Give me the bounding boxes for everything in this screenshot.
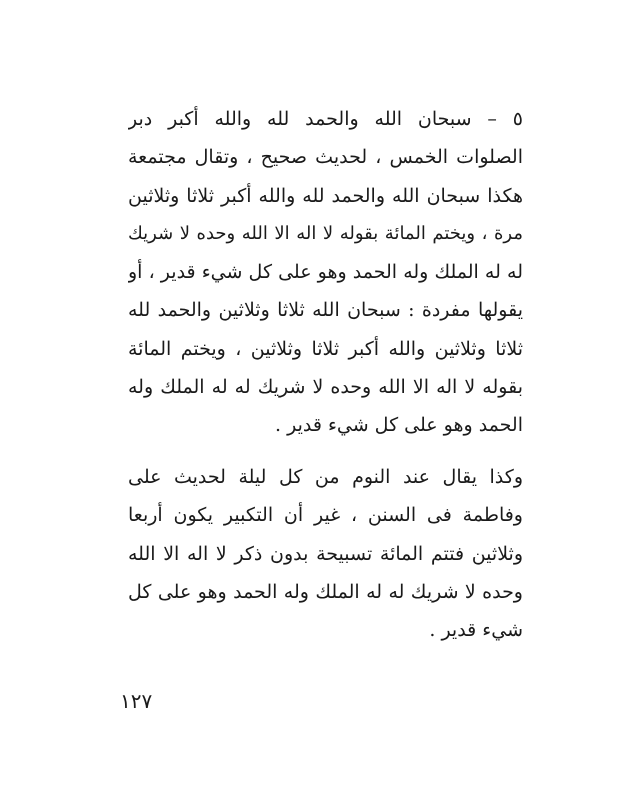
text-line: شيء قدير .: [429, 619, 523, 642]
text-line: له له الملك وله الحمد وهو على كل شيء قدير ، أو: [128, 261, 523, 284]
text-line: ثلاثا وثلاثين والله أكبر ثلاثا وثلاثين ، ويختم المائة: [128, 337, 523, 360]
text-line: مرة ، ويختم المائة بقوله لا اله الا الله وحده لا شريك: [128, 222, 523, 244]
paragraph-dhikr-after-prayers: [128, 100, 523, 445]
text-line: وكذا يقال عند النوم من كل ليلة لحديث على: [128, 466, 523, 488]
text-line: وثلاثين فتتم المائة تسبيحة بدون ذكر لا اله الا الله: [128, 542, 523, 565]
page-number: ١٢٧: [120, 689, 153, 713]
text-line: يقولها مفردة : سبحان الله ثلاثا وثلاثين والحمد لله: [128, 299, 523, 322]
text-line: وفاطمة فى السنن ، غير أن التكبير يكون أربعا: [128, 504, 523, 527]
paragraph-dhikr-before-sleep: [128, 458, 523, 649]
text-line: ٥ – سبحان الله والحمد لله والله أكبر دبر: [128, 108, 523, 130]
text-line: هكذا سبحان الله والحمد لله والله أكبر ثلاثا وثلاثين: [128, 184, 523, 207]
text-line: الصلوات الخمس ، لحديث صحيح ، وتقال مجتمعة: [128, 146, 523, 169]
text-line: الحمد وهو على كل شيء قدير .: [275, 414, 523, 437]
text-line: بقوله لا اله الا الله وحده لا شريك له له الملك وله: [128, 376, 523, 399]
text-line: وحده لا شريك له له الملك وله الحمد وهو على كل: [128, 580, 523, 603]
